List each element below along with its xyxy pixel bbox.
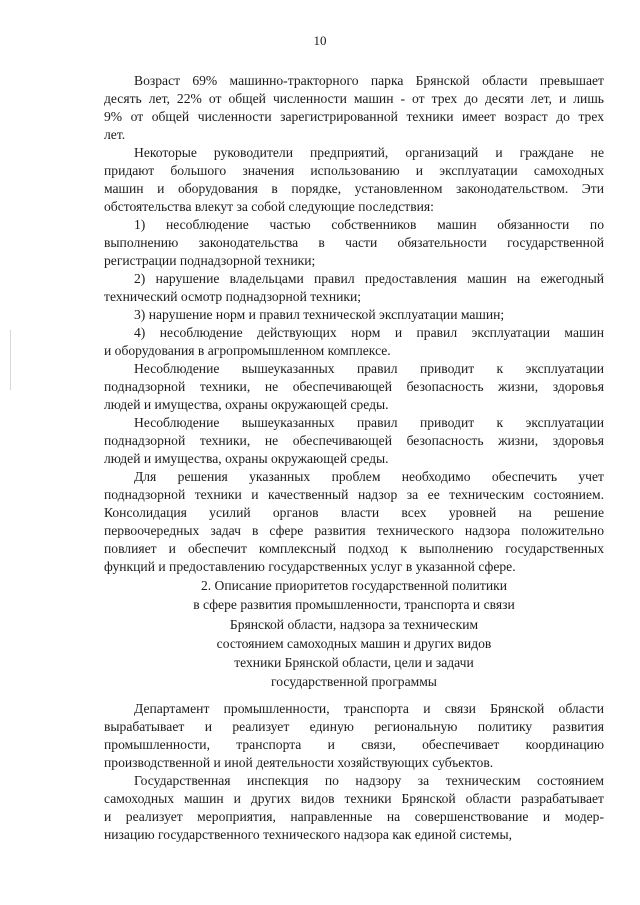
text-line: десять лет, 22% от общей численности машин - от трех до десяти лет, и лишь <box>104 91 604 106</box>
paragraph <box>104 468 604 576</box>
paragraph <box>104 414 604 468</box>
text-line: 9% от общей численности зарегистрированной техники имеет возраст до трех <box>104 109 604 124</box>
text-line: поднадзорной техники, не обеспечивающей безопасность жизни, здоровья <box>104 433 604 448</box>
text-line: и реализует мероприятия, направленные на совершенствование и модер- <box>104 809 604 824</box>
text-line: регистрации поднадзорной техники; <box>104 253 316 268</box>
text-line: Несоблюдение вышеуказанных правил приводит к эксплуатации <box>134 415 604 430</box>
paragraph <box>104 324 604 360</box>
text-line: Несоблюдение вышеуказанных правил приводит к эксплуатации <box>134 361 604 376</box>
body-text-top <box>104 72 604 576</box>
text-line: Консолидация усилий органов власти всех уровней на решение <box>104 505 604 520</box>
text-line: технический осмотр поднадзорной техники; <box>104 289 362 304</box>
paragraph <box>104 700 604 772</box>
text-line: и оборудования в агропромышленном комплексе. <box>104 343 391 358</box>
text-line: функций и предоставлению государственных услуг в указанной сфере. <box>104 559 516 574</box>
page-number: 10 <box>313 33 327 48</box>
text-line: самоходных машин и других видов техники Брянской области разрабатывает <box>104 791 604 806</box>
paragraph <box>104 216 604 270</box>
heading-line: 2. Описание приоритетов государственной политики <box>200 578 508 593</box>
text-line: Государственная инспекция по надзору за техническим состоянием <box>134 773 604 788</box>
paragraph <box>104 144 604 216</box>
text-line: обстоятельства влекут за собой следующие последствия: <box>104 199 434 214</box>
text-line: выполнению законодательства в части обязательности государственной <box>104 235 604 250</box>
text-line: придают большого значения использованию и эксплуатации самоходных <box>104 163 604 178</box>
text-line: 3) нарушение норм и правил технической эксплуатации машин; <box>134 307 505 322</box>
text-line: людей и имущества, охраны окружающей среды. <box>104 397 389 412</box>
text-line: лет. <box>104 127 126 142</box>
text-line: поднадзорной техники и качественный надзор за ее техническим состоянием. <box>104 487 604 502</box>
text-line: людей и имущества, охраны окружающей среды. <box>104 451 389 466</box>
heading-line: в сфере развития промышленности, транспорта и связи <box>193 597 515 613</box>
body-text-bottom <box>104 700 604 844</box>
paragraph <box>104 360 604 414</box>
paragraph <box>104 306 604 324</box>
text-line: промышленности, транспорта и связи, обеспечивает координацию <box>104 737 604 752</box>
heading-line: государственной программы <box>271 674 437 690</box>
paragraph <box>104 270 604 306</box>
text-line: низацию государственного технического надзора как единой системы, <box>104 827 513 842</box>
heading-line: Брянской области, надзора за техническим <box>229 616 479 632</box>
heading-line: состоянием самоходных машин и других видов <box>216 635 492 651</box>
text-line: вырабатывает и реализует единую региональную политику развития <box>104 719 604 734</box>
text-line: машин и оборудования в порядке, установленном законодательством. Эти <box>104 181 604 196</box>
text-line: производственной и иной деятельности хозяйствующих субъектов. <box>104 755 494 770</box>
text-line: 2) нарушение владельцами правил предоставления машин на ежегодный <box>134 271 604 286</box>
text-line: поднадзорной техники, не обеспечивающей безопасность жизни, здоровья <box>104 379 604 394</box>
section-heading <box>104 576 604 692</box>
text-line: 1) несоблюдение частью собственников машин обязанности по <box>134 217 604 232</box>
text-line: Департамент промышленности, транспорта и связи Брянской области <box>134 701 604 716</box>
paragraph <box>104 72 604 144</box>
text-line: Для решения указанных проблем необходимо обеспечить учет <box>134 469 604 484</box>
heading-line: техники Брянской области, цели и задачи <box>234 655 474 671</box>
text-line: 4) несоблюдение действующих норм и правил эксплуатации машин <box>134 325 604 340</box>
scan-margin-mark <box>10 330 11 390</box>
paragraph <box>104 772 604 844</box>
text-line: первоочередных задач в сфере развития технического надзора положительно <box>104 523 604 538</box>
text-line: Возраст 69% машинно-тракторного парка Брянской области превышает <box>134 73 604 88</box>
text-line: Некоторые руководители предприятий, организаций и граждане не <box>134 145 604 160</box>
text-line: повлияет и обеспечит комплексный подход к выполнению государственных <box>104 541 604 556</box>
